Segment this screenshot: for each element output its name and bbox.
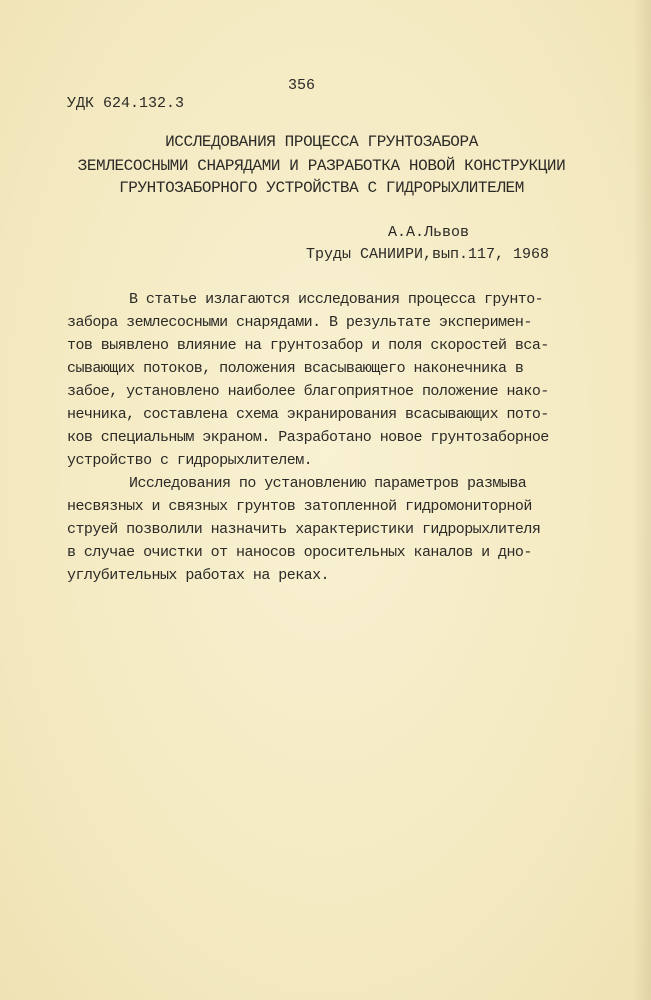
abstract-line: тов выявлено влияние на грунтозабор и поля скоростей вса- xyxy=(67,337,549,354)
page-number: 356 xyxy=(288,77,316,94)
abstract-line: в случае очистки от наносов оросительных каналов и дно- xyxy=(67,544,532,561)
title-line-1: ИССЛЕДОВАНИЯ ПРОЦЕССА ГРУНТОЗАБОРА xyxy=(165,133,478,151)
abstract-line: устройство с гидрорыхлителем. xyxy=(67,452,313,469)
udk-code: УДК 624.132.3 xyxy=(67,95,185,112)
abstract-line: несвязных и связных грунтов затопленной гидромониторной xyxy=(67,498,532,515)
abstract-line: В статье излагаются исследования процесса грунто- xyxy=(129,291,544,308)
abstract-line: Исследования по установлению параметров размыва xyxy=(129,475,527,492)
abstract-line: ков специальным экраном. Разработано новое грунтозаборное xyxy=(67,429,549,446)
title-line-3: ГРУНТОЗАБОРНОГО УСТРОЙСТВА С ГИДРОРЫХЛИТЕЛЕМ xyxy=(119,179,524,197)
abstract-line: сывающих потоков, положения всасывающего наконечника в xyxy=(67,360,524,377)
publication-source: Труды САНИИРИ,вып.117, 1968 xyxy=(306,246,550,263)
abstract-line: забое, установлено наиболее благоприятное положение нако- xyxy=(67,383,549,400)
abstract-line: забора землесосными снарядами. В результате эксперимен- xyxy=(67,314,532,331)
abstract-line: нечника, составлена схема экранирования всасывающих пото- xyxy=(67,406,549,423)
author: А.А.Львов xyxy=(388,224,470,241)
title-line-2: ЗЕМЛЕСОСНЫМИ СНАРЯДАМИ И РАЗРАБОТКА НОВОЙ КОНСТРУКЦИИ xyxy=(77,157,566,175)
abstract-line: струей позволили назначить характеристики гидрорыхлителя xyxy=(67,521,541,538)
abstract-line: углубительных работах на реках. xyxy=(67,567,329,584)
